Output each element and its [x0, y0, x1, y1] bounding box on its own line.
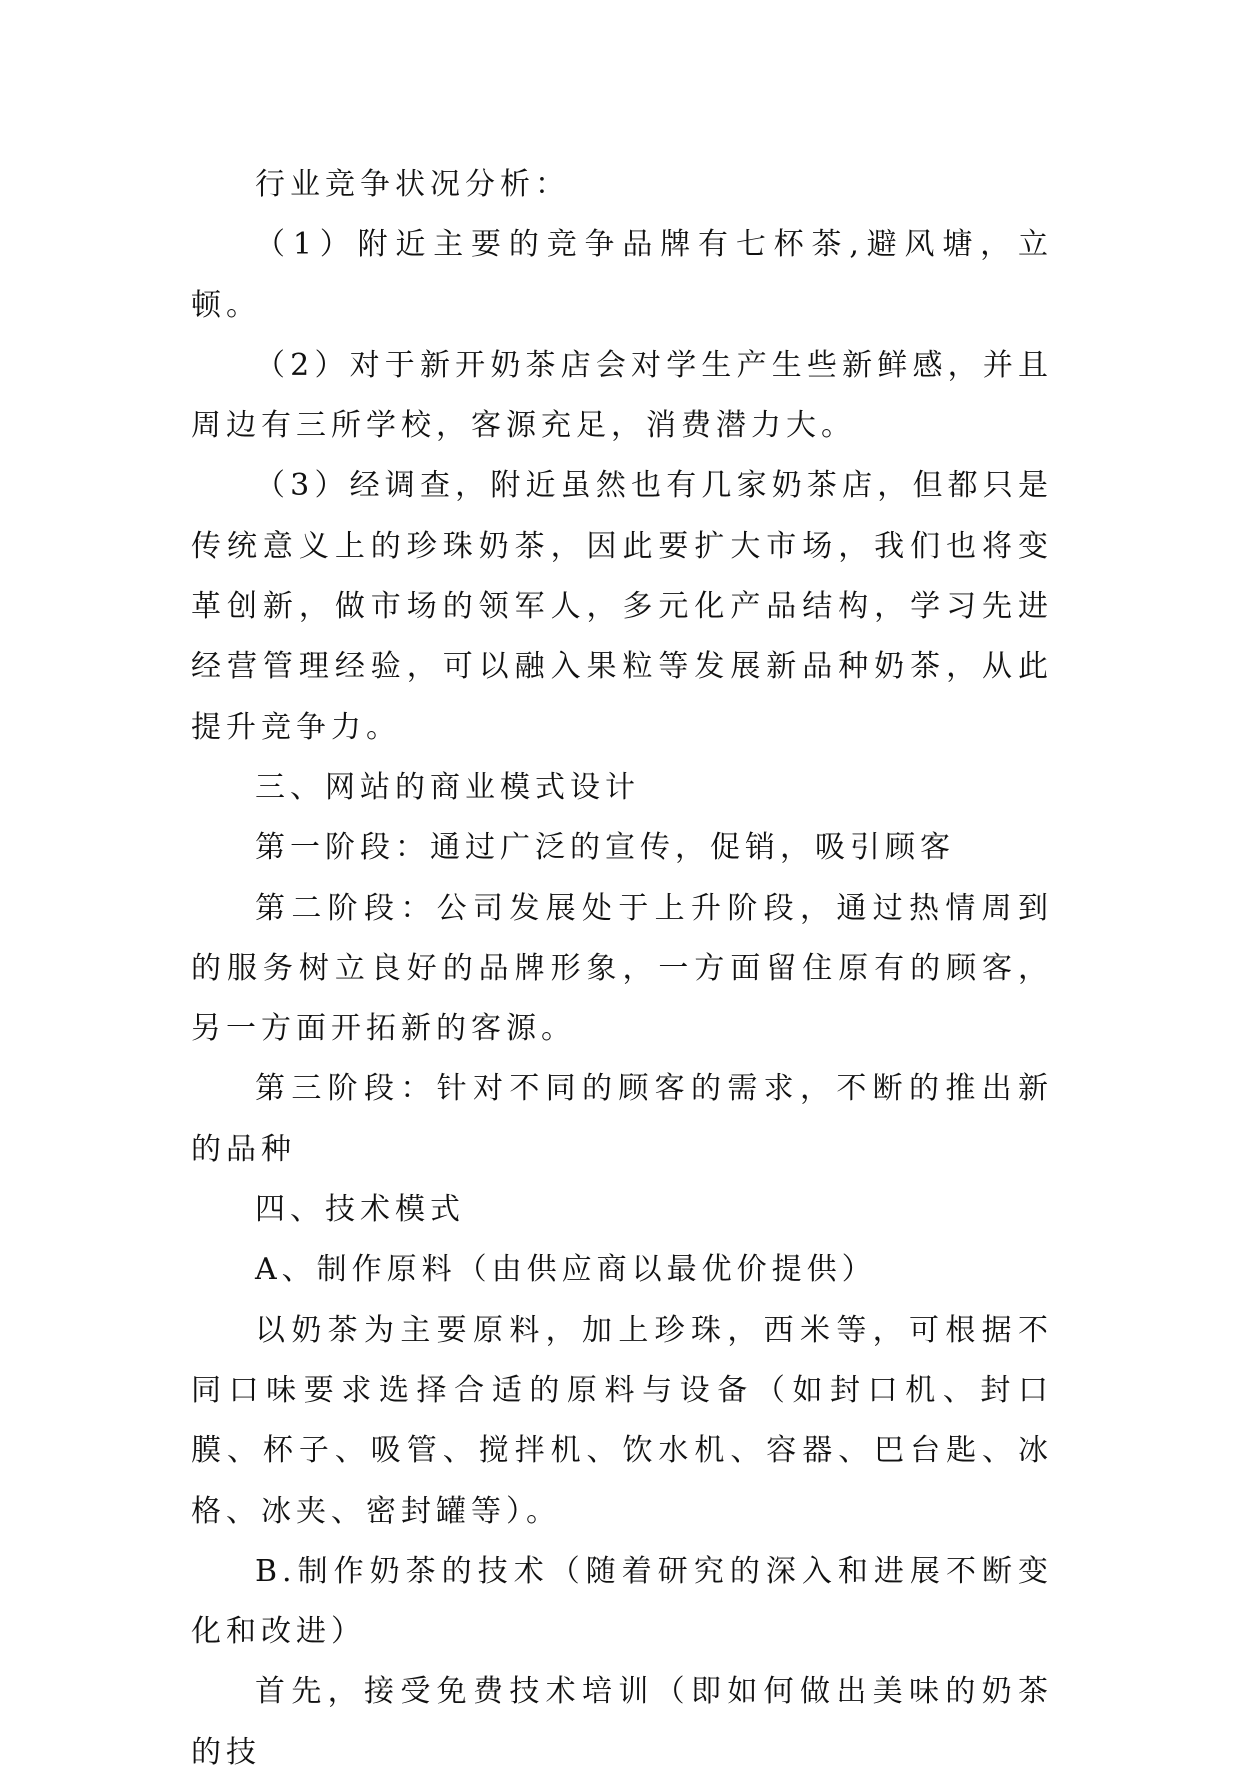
paragraph-stage-3: 第三阶段：针对不同的顾客的需求，不断的推出新的品种 [191, 1071, 1053, 1167]
document-body [191, 155, 1053, 1783]
paragraph-item-1: （1）附近主要的竞争品牌有七杯茶,避风塘，立顿。 [191, 227, 1053, 323]
subheading-materials: A、制作原料（由供应商以最优价提供） [255, 1252, 877, 1288]
paragraph-item-3: （3）经调查，附近虽然也有几家奶茶店，但都只是传统意义上的珍珠奶茶，因此要扩大市场，我们也将变革创新，做市场的领军人，多元化产品结构，学习先进经营管理经验，可以融入果粒等发展新品种奶茶，从此提升竞争力。 [191, 468, 1053, 745]
paragraph-training: 首先，接受免费技术培训（即如何做出美味的奶茶的技 [191, 1674, 1053, 1770]
paragraph-item-2: （2）对于新开奶茶店会对学生产生些新鲜感，并且周边有三所学校，客源充足，消费潜力大。 [191, 347, 1053, 444]
paragraph-stage-2: 第二阶段：公司发展处于上升阶段，通过热情周到的服务树立良好的品牌形象，一方面留住原有的顾客，另一方面开拓新的客源。 [191, 890, 1053, 1047]
paragraph-competition-heading: 行业竞争状况分析： [255, 167, 570, 202]
section-heading-business-model: 三、网站的商业模式设计 [255, 769, 640, 805]
paragraph-stage-1: 第一阶段：通过广泛的宣传，促销，吸引顾客 [255, 830, 955, 866]
subheading-techniques: B.制作奶茶的技术（随着研究的深入和进展不断变化和改进） [191, 1553, 1053, 1650]
paragraph-materials: 以奶茶为主要原料，加上珍珠，西米等，可根据不同口味要求选择合适的原料与设备（如封口机、封口膜、杯子、吸管、搅拌机、饮水机、容器、巴台匙、冰格、冰夹、密封罐等）。 [191, 1312, 1053, 1529]
section-heading-technology: 四、技术模式 [255, 1192, 465, 1228]
